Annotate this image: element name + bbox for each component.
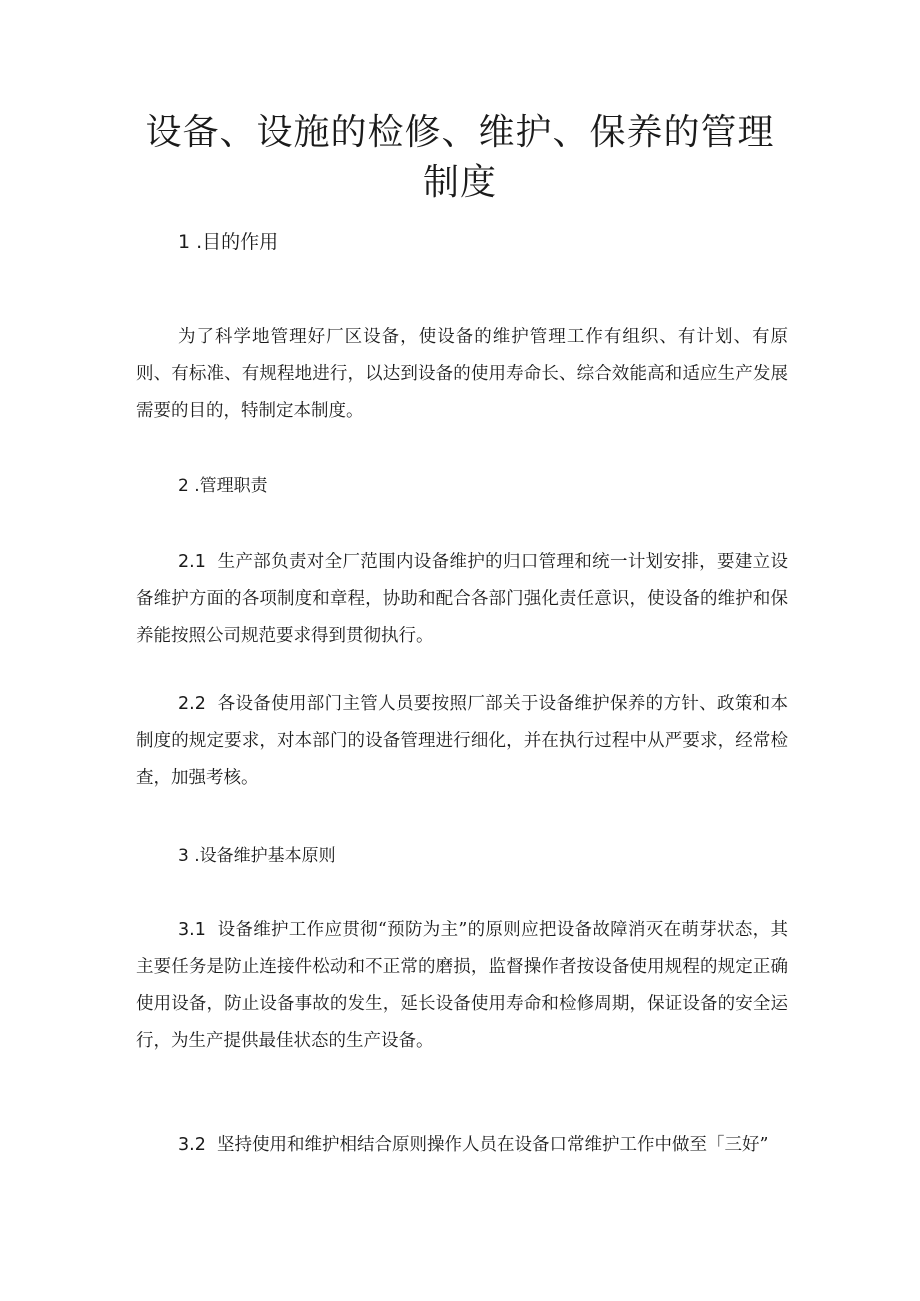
document-title: 设备、设施的检修、维护、保养的管理制度	[145, 112, 775, 203]
paragraph-3-1	[136, 912, 788, 1060]
paragraph-number: 2.1	[178, 552, 206, 572]
paragraph-3-2	[136, 1127, 788, 1164]
section-heading-responsibilities: 2 .管理职责	[178, 476, 268, 496]
section-heading-principles: 3 .设备维护基本原则	[178, 846, 336, 866]
paragraph-number: 3.1	[178, 920, 206, 940]
paragraph-purpose	[136, 319, 788, 430]
paragraph-number: 3.2	[178, 1135, 206, 1155]
paragraph-text: 为了科学地管理好厂区设备，使设备的维护管理工作有组织、有计划、有原则、有标准、有规程地进行，以达到设备的使用寿命长、综合效能高和适应生产发展需要的目的，特制定本制度。	[136, 327, 788, 421]
paragraph-number: 2.2	[178, 694, 206, 714]
paragraph-text: 坚持使用和维护相结合原则操作人员在设备口常维护工作中做至「三好”	[216, 1135, 769, 1155]
paragraph-2-1	[136, 544, 788, 655]
paragraph-text: 生产部负责对全厂范围内设备维护的归口管理和统一计划安排，要建立设备维护方面的各项制度和章程，协助和配合各部门强化责任意识，使设备的维护和保养能按照公司规范要求得到贯彻执行。	[136, 552, 788, 646]
paragraph-2-2	[136, 686, 788, 797]
section-heading-purpose: 1 .目的作用	[178, 231, 279, 253]
paragraph-text: 各设备使用部门主管人员要按照厂部关于设备维护保养的方针、政策和本制度的规定要求，对本部门的设备管理进行细化，并在执行过程中从严要求，经常检查，加强考核。	[136, 694, 788, 788]
paragraph-text: 设备维护工作应贯彻“预防为主”的原则应把设备故障消灭在萌芽状态，其主要任务是防止连接件松动和不正常的磨损，监督操作者按设备使用规程的规定正确使用设备，防止设备事故的发生，延长设备使用寿命和检修周期，保证设备的安全运行，为生产提供最佳状态的生产设备。	[136, 920, 788, 1051]
